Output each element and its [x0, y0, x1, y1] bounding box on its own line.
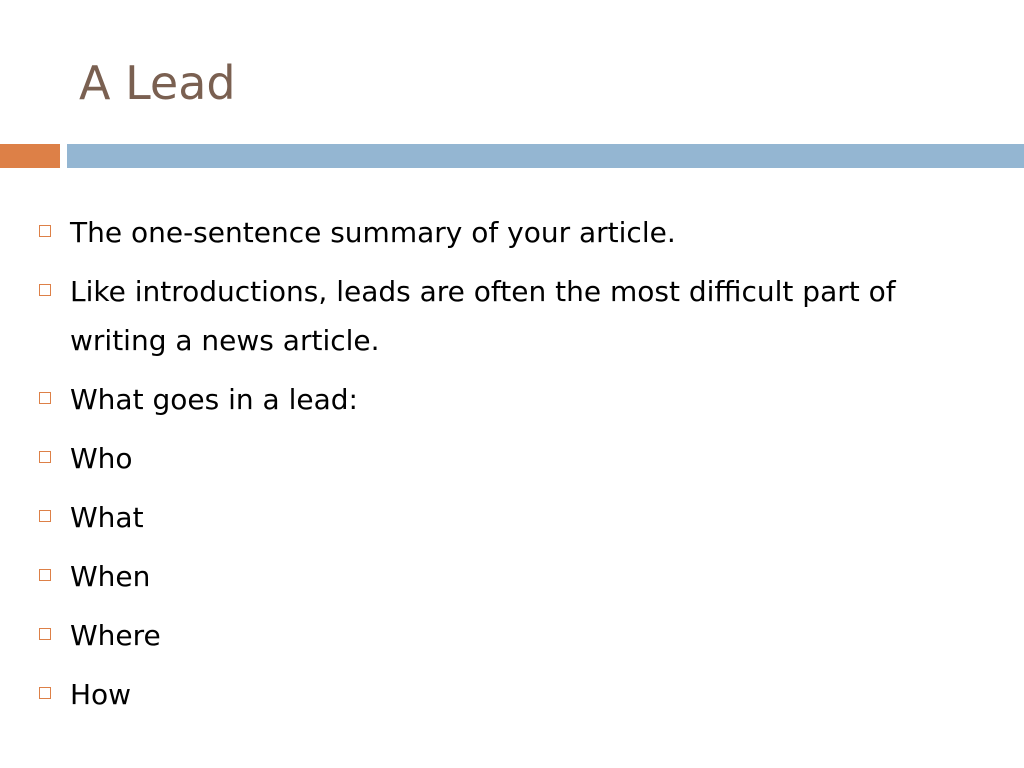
hollow-square-icon — [39, 225, 51, 237]
hollow-square-icon — [39, 392, 51, 404]
bullet-item — [36, 493, 996, 542]
bullet-item — [36, 434, 996, 483]
bullet-text: Where — [70, 619, 161, 652]
bullet-text: Like introductions, leads are often the most difficult part of writing a news article. — [70, 275, 896, 357]
bullet-list — [36, 208, 996, 729]
bullet-text: What goes in a lead: — [70, 383, 358, 416]
hollow-square-icon — [39, 451, 51, 463]
bullet-text: How — [70, 678, 132, 711]
slide-title: A Lead — [79, 56, 236, 110]
bullet-text: The one-sentence summary of your article. — [70, 216, 676, 249]
bullet-item — [36, 670, 996, 719]
hollow-square-icon — [39, 628, 51, 640]
bullet-text: Who — [70, 442, 133, 475]
accent-bar-orange — [0, 144, 60, 168]
bullet-item — [36, 267, 996, 365]
bullet-item — [36, 611, 996, 660]
hollow-square-icon — [39, 284, 51, 296]
hollow-square-icon — [39, 510, 51, 522]
bullet-item — [36, 208, 996, 257]
hollow-square-icon — [39, 569, 51, 581]
bullet-item — [36, 552, 996, 601]
accent-bar-blue — [67, 144, 1024, 168]
bullet-text: When — [70, 560, 151, 593]
bullet-text: What — [70, 501, 144, 534]
bullet-item — [36, 375, 996, 424]
hollow-square-icon — [39, 687, 51, 699]
